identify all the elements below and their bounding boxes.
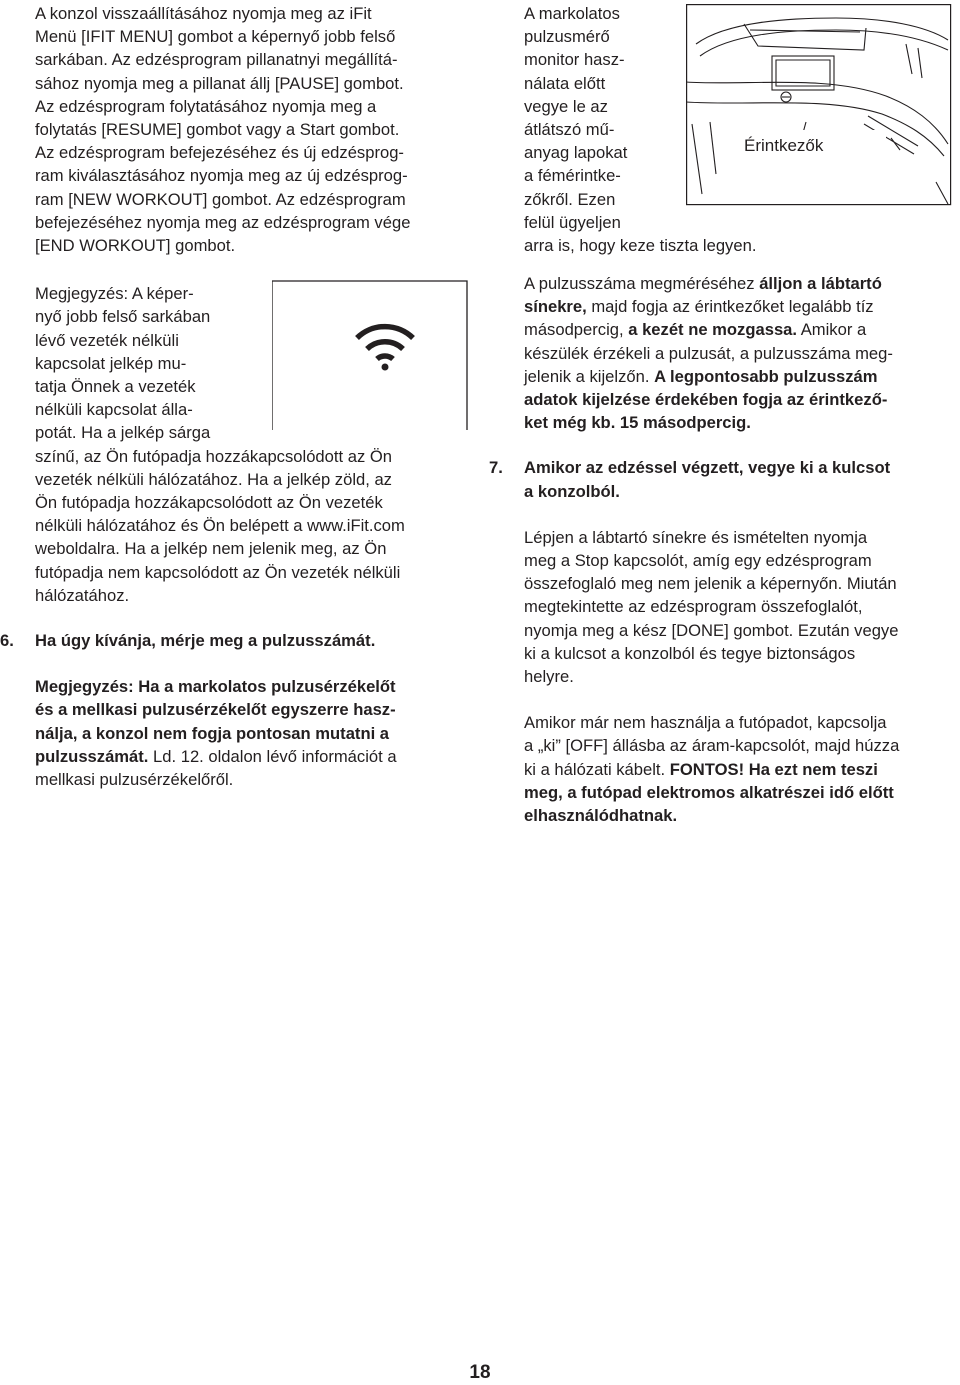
text-line: nyomja meg a kész [DONE] gombot. Ezután vegye: [524, 620, 899, 640]
text-line: Ön futópadja hozzákapcsolódott az Ön vezeték: [35, 493, 383, 513]
text-line: pulzusmérő: [524, 27, 610, 47]
text-line: hálózatához.: [35, 585, 130, 605]
step-number: 7.: [489, 458, 503, 478]
text-line: meg, a futópad elektromos alkatrészei idő előtt: [524, 782, 894, 802]
text-line: sához nyomja meg a pillanat állj [PAUSE] gombot.: [35, 73, 404, 93]
text-line: a „ki” [OFF] állásba az áram-kapcsolót, majd húzza: [524, 736, 900, 756]
text: majd fogja az érintkezőket legalább tíz: [586, 297, 874, 317]
text-line: futópadja nem kapcsolódott az Ön vezeték nélküli: [35, 562, 401, 582]
text-line: elhasználódhatnak.: [524, 806, 678, 826]
text-line: a fémérintke-: [524, 166, 621, 186]
bold-text: pulzusszámát.: [35, 746, 149, 766]
text-line: és a mellkasi pulzusérzékelőt egyszerre hasz-: [35, 700, 396, 720]
text-line: ket még kb. 15 másodpercig.: [524, 413, 751, 433]
note-heart-rate: [35, 675, 465, 791]
bold-text: a kezét ne mozgassa.: [628, 320, 798, 340]
text-line: weboldalra. Ha a jelkép nem jelenik meg, az Ön: [35, 539, 387, 559]
text-line: vezeték nélküli hálózatához. Ha a jelkép zöld, az: [35, 469, 392, 489]
text-line: meg a Stop kapcsolót, amíg egy edzésprogram: [524, 551, 872, 571]
text-line: ram kiválasztásához nyomja meg az új edzésprog-: [35, 166, 408, 186]
text: A pulzusszáma megméréséhez: [524, 274, 760, 293]
text-line: nélküli kapcsolat álla-: [35, 400, 193, 420]
console-screen-illustration: [272, 280, 468, 430]
text-line: lévő vezeték nélküli: [35, 330, 179, 350]
text-line: arra is, hogy keze tiszta legyen.: [524, 236, 757, 256]
text-line: Lépjen a lábtartó sínekre és ismételten nyomja: [524, 527, 868, 547]
step-text: Amikor az edzéssel végzett, vegye ki a kulcsot: [524, 458, 891, 478]
text-line: Amikor már nem használja a futópadot, kapcsolja: [524, 713, 887, 733]
step-text: a konzolból.: [524, 481, 620, 501]
paragraph-power-off: [524, 711, 956, 827]
bold-text: álljon a lábtartó: [759, 274, 882, 293]
text-line: zőkről. Ezen: [524, 189, 616, 209]
text-line: Megjegyzés: Ha a markolatos pulzusérzékelőt: [35, 677, 396, 697]
right-column: [489, 272, 956, 827]
text-line: vegye le az: [524, 96, 608, 116]
text-line: [524, 318, 956, 341]
text-line: anyag lapokat: [524, 143, 628, 163]
wifi-icon: [357, 327, 413, 371]
text-line: [524, 365, 956, 388]
text-line: mellkasi pulzusérzékelőről.: [35, 770, 234, 790]
text-line: nélküli hálózatához és Ön belépett a www.iFit.com: [35, 516, 405, 536]
page-number: 18: [469, 1362, 491, 1383]
text-line: nálata előtt: [524, 73, 606, 93]
text-line: összefoglaló meg nem jelenik a képernyőn. Miután: [524, 574, 897, 594]
text-line: sarkában. Az edzésprogram pillanatnyi megállítá-: [35, 50, 398, 70]
text-line: A markolatos: [524, 4, 620, 23]
text-line: monitor hasz-: [524, 50, 625, 70]
text-line: [524, 272, 956, 295]
text-line: felül ügyeljen: [524, 212, 621, 232]
bold-text: A legpontosabb pulzusszám: [654, 366, 878, 386]
step-6: [0, 629, 465, 652]
text-line: nálja, a konzol nem fogja pontosan mutatni a: [35, 723, 390, 743]
text-line: ki a kulcsot a konzolból és tegye biztonságos: [524, 643, 856, 663]
text-line: Az edzésprogram folytatásához nyomja meg a: [35, 96, 377, 116]
text-line: készülék érzékeli a pulzusát, a pulzusszáma meg-: [524, 343, 893, 363]
text-line: [END WORKOUT] gombot.: [35, 236, 236, 256]
text: ki a hálózati kábelt.: [524, 759, 670, 779]
text-line: helyre.: [524, 667, 574, 687]
text-line: befejezéséhez nyomja meg az edzésprogram vége: [35, 212, 411, 232]
console-contacts-illustration: [686, 4, 952, 206]
text-line: színű, az Ön futópadja hozzákapcsolódott az Ön: [35, 446, 392, 466]
text-line: [35, 745, 465, 768]
text: Ld. 12. oldalon lévő információt a: [148, 746, 397, 766]
text-line: Megjegyzés: A képer-: [35, 284, 194, 304]
contacts-label: Érintkezők: [744, 136, 824, 155]
text-line: átlátszó mű-: [524, 120, 615, 140]
text-line: nyő jobb felső sarkában: [35, 307, 211, 327]
text: Amikor a: [797, 320, 867, 340]
text-line: potát. Ha a jelkép sárga: [35, 423, 211, 443]
text-line: [524, 758, 956, 781]
text: másodpercig,: [524, 320, 629, 340]
text-line: Menü [IFIT MENU] gombot a képernyő jobb felső: [35, 27, 396, 47]
step-7: [489, 456, 956, 502]
text-line: A konzol visszaállításához nyomja meg az iFit: [35, 4, 372, 23]
text-line: megtekintette az edzésprogram összefoglalót,: [524, 597, 863, 617]
text-line: tatja Önnek a vezeték: [35, 377, 196, 397]
step-text: Ha úgy kívánja, mérje meg a pulzusszámát.: [35, 631, 376, 651]
bold-text: FONTOS! Ha ezt nem teszi: [669, 759, 878, 779]
paragraph-console-controls: [35, 2, 465, 257]
step-number: 6.: [0, 631, 14, 651]
text-line: [524, 295, 956, 318]
text-line: Az edzésprogram befejezéséhez és új edzésprog-: [35, 143, 404, 163]
text-line: adatok kijelzése érdekében fogja az érintkező-: [524, 390, 888, 410]
paragraph-pulse-measure: [524, 272, 956, 434]
bold-text: sínekre,: [524, 297, 587, 317]
text-line: ram [NEW WORKOUT] gombot. Az edzésprogram: [35, 189, 406, 209]
text: jelenik a kijelzőn.: [524, 366, 655, 386]
text-line: kapcsolat jelkép mu-: [35, 353, 187, 373]
paragraph-summary: [524, 526, 956, 688]
text-line: folytatás [RESUME] gombot vagy a Start gombot.: [35, 120, 400, 140]
